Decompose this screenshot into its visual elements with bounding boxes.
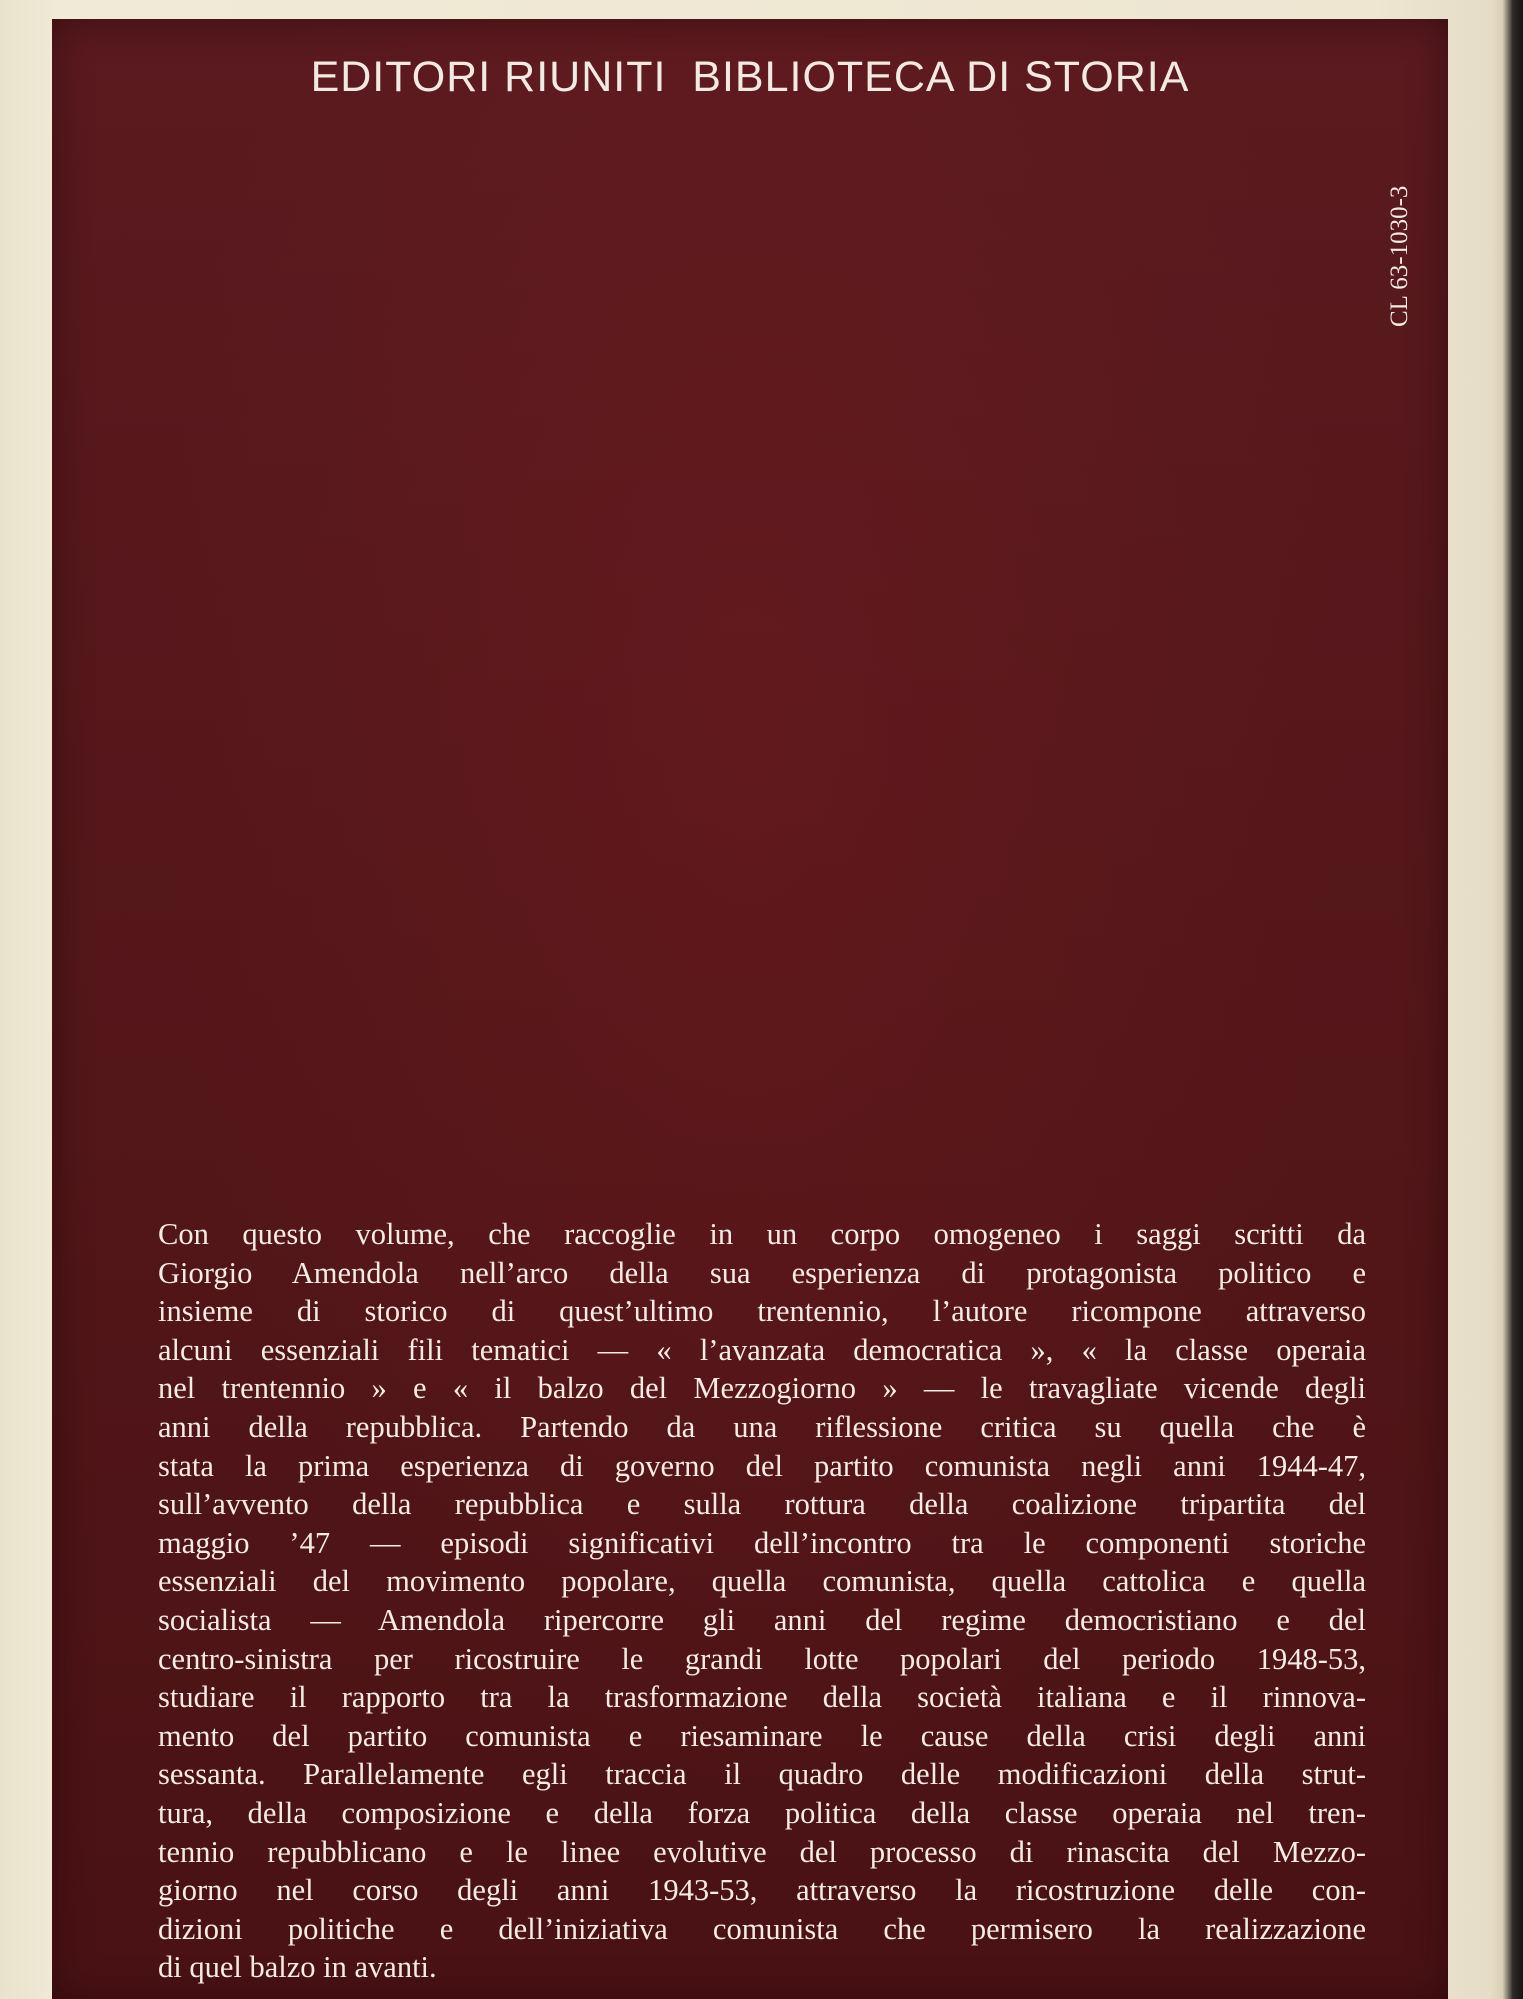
catalog-code: CL 63-1030-3 bbox=[1386, 185, 1413, 327]
blurb-line: sull’avvento della repubblica e sulla rottura della coalizione tripartita del bbox=[158, 1487, 1366, 1522]
blurb-line: anni della repubblica. Partendo da una riflessione critica su quella che è bbox=[158, 1409, 1366, 1444]
blurb-line: giorno nel corso degli anni 1943-53, attraverso la ricostruzione delle con- bbox=[158, 1873, 1366, 1908]
blurb-line: socialista — Amendola ripercorre gli anni del regime democristiano e del bbox=[158, 1602, 1366, 1637]
blurb-line: Con questo volume, che raccoglie in un corpo omogeneo i saggi scritti da bbox=[158, 1217, 1366, 1251]
blurb-line: maggio ’47 — episodi significativi dell’incontro tra le componenti storiche bbox=[158, 1525, 1366, 1560]
blurb-line: tura, della composizione e della forza politica della classe operaia nel tren- bbox=[158, 1795, 1366, 1830]
blurb-line: alcuni essenziali fili tematici — « l’avanzata democratica », « la classe operaia bbox=[158, 1332, 1366, 1367]
blurb-line: Giorgio Amendola nell’arco della sua esperienza di protagonista politico e bbox=[158, 1255, 1366, 1290]
back-cover-panel bbox=[52, 19, 1448, 1999]
blurb-line: insieme di storico di quest’ultimo trentennio, l’autore ricompone attraverso bbox=[158, 1294, 1366, 1329]
blurb-line: centro-sinistra per ricostruire le grandi lotte popolari del periodo 1948-53, bbox=[158, 1641, 1366, 1676]
blurb-line: mento del partito comunista e riesaminare le cause della crisi degli anni bbox=[158, 1718, 1366, 1753]
blurb-text bbox=[158, 1215, 1366, 1987]
blurb-line: stata la prima esperienza di governo del partito comunista negli anni 1944-47, bbox=[158, 1448, 1366, 1483]
blurb-line: dizioni politiche e dell’iniziativa comunista che permisero la realizzazione bbox=[158, 1911, 1366, 1946]
blurb-line: sessanta. Parallelamente egli traccia il quadro delle modificazioni della strut- bbox=[158, 1757, 1366, 1792]
blurb-line: nel trentennio » e « il balzo del Mezzogiorno » — le travagliate vicende degli bbox=[158, 1371, 1366, 1406]
blurb-line: studiare il rapporto tra la trasformazione della società italiana e il rinnova- bbox=[158, 1680, 1366, 1715]
blurb-line: tennio repubblicano e le linee evolutive del processo di rinascita del Mezzo- bbox=[158, 1834, 1366, 1869]
series-title: EDITORI RIUNITI BIBLIOTECA DI STORIA bbox=[310, 53, 1190, 101]
book-edge-shadow bbox=[1489, 0, 1523, 1999]
blurb-line: di quel balzo in avanti. bbox=[158, 1950, 437, 1985]
blurb-line: essenziali del movimento popolare, quella comunista, quella cattolica e quella bbox=[158, 1564, 1366, 1599]
